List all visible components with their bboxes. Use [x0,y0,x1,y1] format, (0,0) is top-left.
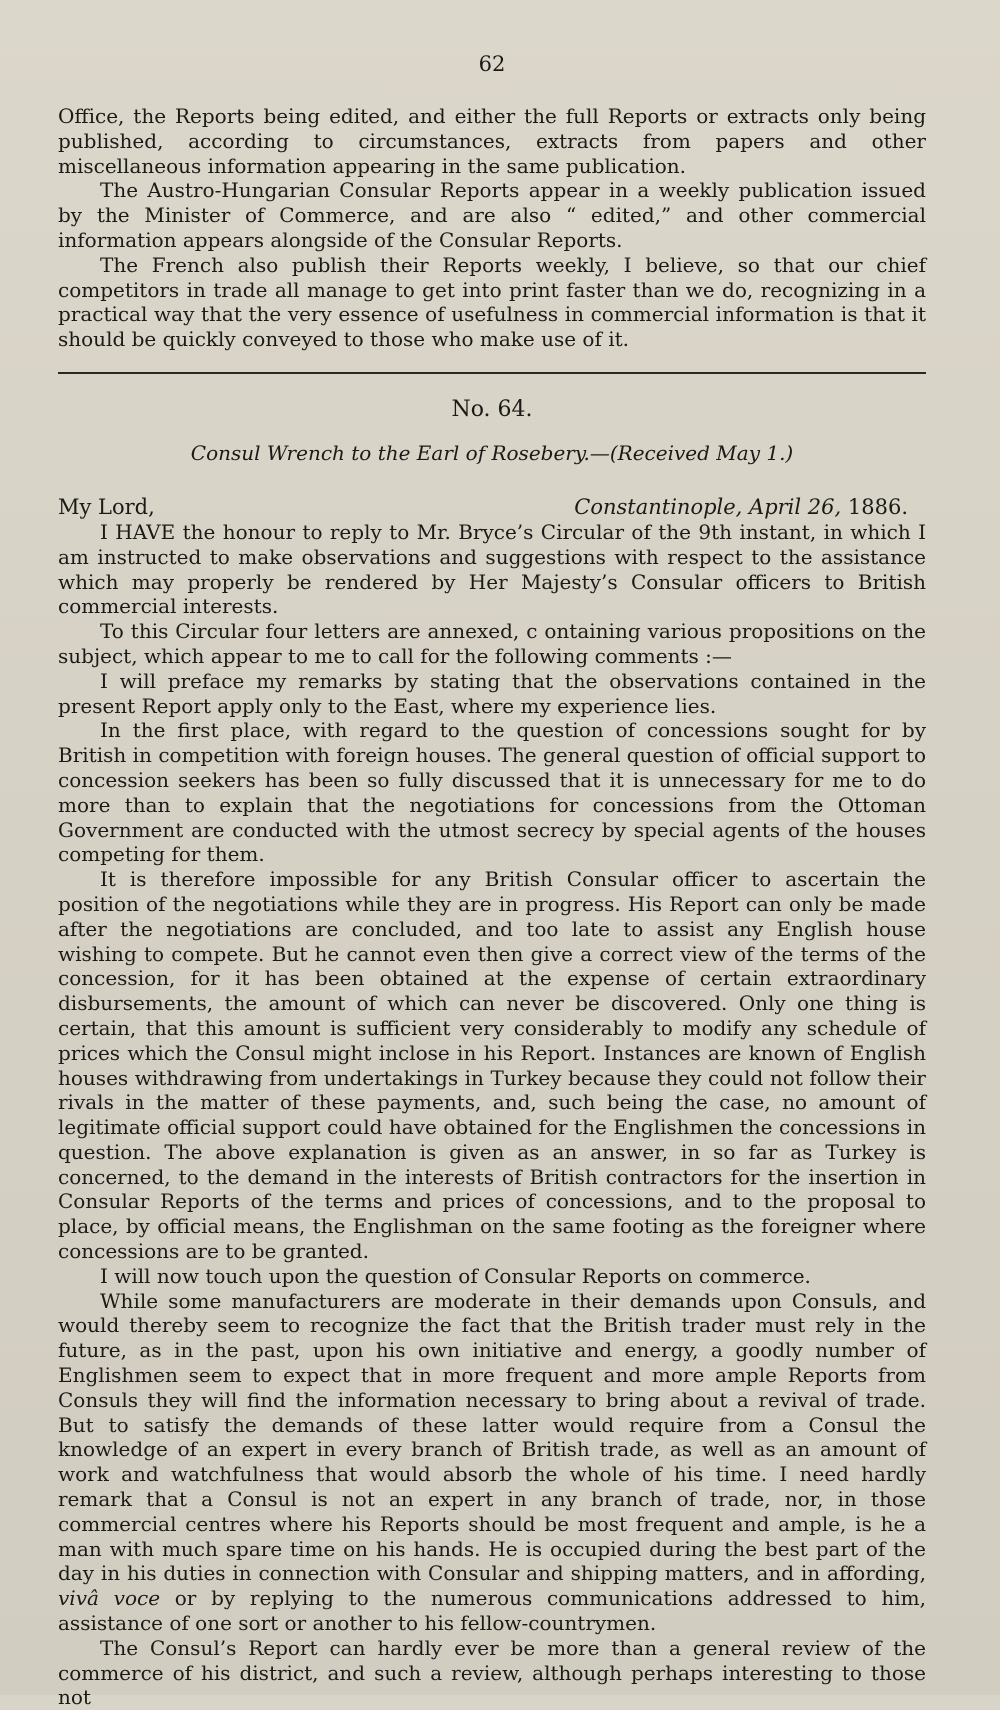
letter-paragraph-4: In the first place, with regard to the question of concessions sought for by British in competition with foreign houses. The general question of official support to concession seekers has been so fully discussed that it is unnecessary for me to do more than to explain that the negotiations for concessions from the Ottoman Government are conducted with the utmost secrecy by special agents of the houses competing for them. [58,718,926,867]
letter-received-note: —(Received May 1.) [589,440,794,465]
section-divider [58,372,926,374]
intro-paragraph-2: The Austro-Hungarian Consular Reports appear in a weekly publication issued by the Minister of Commerce, and are also “ edited,” and other commercial information appears alongside of the Consular Reports. [58,178,926,252]
intro-paragraph-1: Office, the Reports being edited, and either the full Reports or extracts only being published, according to circumstances, extracts from papers and other miscellaneous information appearing in the same publication. [58,104,926,178]
salutation: My Lord, [58,494,155,519]
letter-heading-title: Consul Wrench to the Earl of Rosebery. [190,440,590,465]
dateline-year: 1886. [847,494,908,519]
letter-paragraph-2: To this Circular four letters are annexed, c ontaining various propositions on the subject, which appear to me to call for the following comments :— [58,619,926,668]
letter-paragraph-1: I HAVE the honour to reply to Mr. Bryce’s Circular of the 9th instant, in which I am instructed to make observations and suggestions with respect to the assistance which may properly be rendered by Her Majesty’s Consular officers to British commercial interests. [58,519,926,619]
page-number: 62 [478,52,506,76]
salutation-line [58,494,926,520]
letter-paragraph-3: I will preface my remarks by stating that the observations contained in the present Report apply only to the East, where my experience lies. [58,668,926,718]
document-number: No. 64. [451,396,533,422]
intro-paragraph-3: The French also publish their Reports weekly, I believe, so that our chief competitors in trade all manage to get into print faster than we do, recognizing in a practical way that the very essence of usefulness in commercial information is that it should be quickly conveyed to those who make use of it. [58,252,926,352]
page-content [58,50,926,1710]
letter-paragraph-7-main: While some manufacturers are moderate in their demands upon Consuls, and would thereby seem to recognize the fact that the British trader must rely in the future, as in the past, upon his own initiative and energy, a goodly number of Englishmen seem to expect that in more frequent and more ample Reports from Consuls they will find the information necessary to bring about a revival of trade. But to satisfy the demands of these latter would require from a Consul the knowledge of an expert in every branch of British trade, as well as an amount of work and watchfulness that would absorb the whole of his time. I need hardly remark that a Consul is not an expert in any branch of trade, nor, in those commercial centres where his Reports should be most frequent and ample, is he a man with much spare time on his hands. He is occupied during the best part of the day in his duties in connection with Consular and shipping matters, and in affording, [58,1288,926,1586]
letter-paragraph-6: I will now touch upon the question of Consular Reports on commerce. [100,1263,811,1288]
letter-paragraph-8: The Consul’s Report can hardly ever be more than a general review of the commerce of his district, and such a review, although perhaps interesting to those not [58,1635,926,1710]
dateline [574,494,926,520]
letter-paragraph-5: It is therefore impossible for any British Consular officer to ascertain the position of the negotiations while they are in progress. His Report can only be made after the negotiations are concluded, and too late to assist any English house wishing to compete. But he cannot even then give a correct view of the terms of the concession, for it has been obtained at the expense of certain extraordinary disbursements, the amount of which can never be discovered. Only one thing is certain, that this amount is sufficient very considerably to modify any schedule of prices which the Consul might inclose in his Report. Instances are known of English houses withdrawing from undertakings in Turkey because they could not follow their rivals in the matter of these payments, and, such being the case, no amount of legitimate official support could have obtained for the Englishmen the concessions in question. The above explanation is given as an answer, in so far as Turkey is concerned, to the demand in the interests of British contractors for the insertion in Consular Reports of the terms and prices of concessions, and to the proposal to place, by official means, the Englishman on the same footing as the foreigner where concessions are to be granted. [58,867,926,1264]
letter-heading [58,440,926,466]
viva-voce-phrase: vivâ voce [58,1586,161,1611]
dateline-place-date: Constantinople, April 26, [574,494,842,519]
letter-paragraph-7-tail: or by replying to the numerous communications addressed to him, assistance of one sort or another to his fellow-countrymen. [58,1586,926,1636]
letter-paragraph-7 [58,1289,926,1636]
